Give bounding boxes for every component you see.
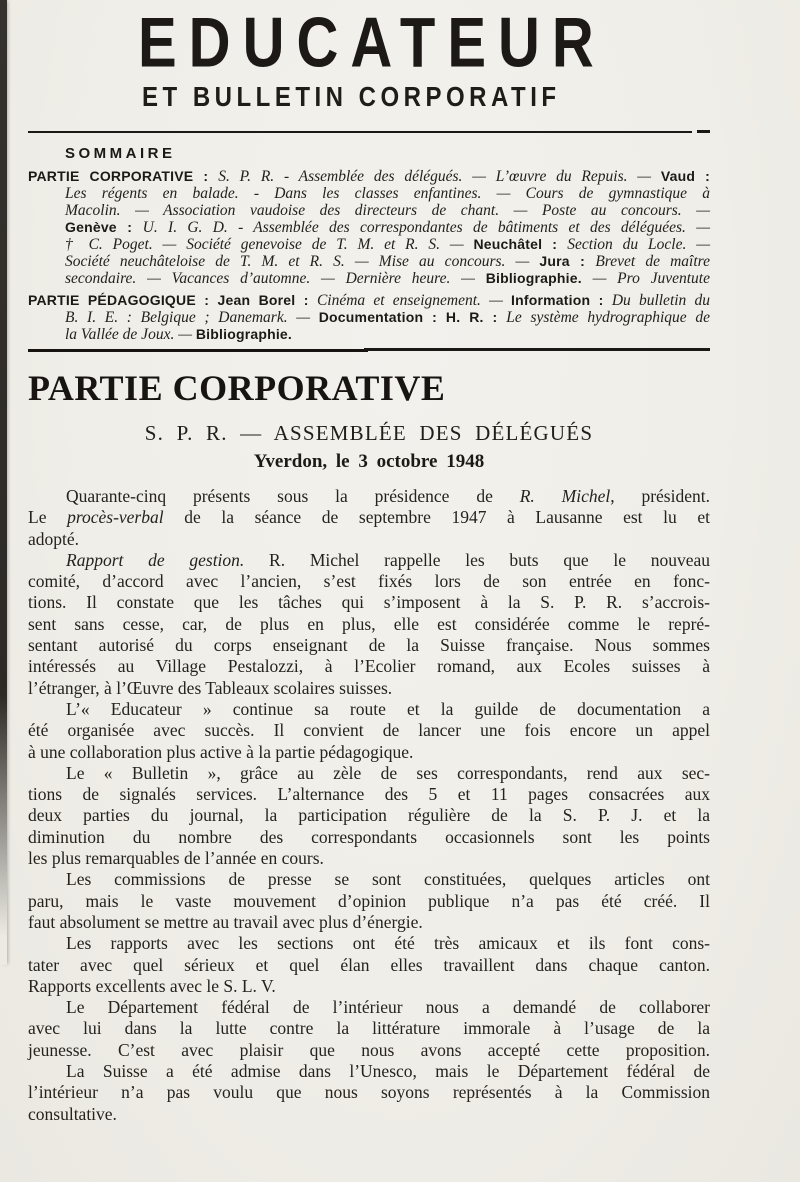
text-run: diminution du nombre des correspondants occasionnels sont les points [28,826,710,847]
text-run: Jura : [539,253,596,269]
paragraph [28,699,710,763]
text-run: Du bulletin du [611,292,710,309]
text-run: L’« Educateur » continue sa route et la guilde de documentation a [66,698,710,719]
body-line [28,678,710,699]
scan-gutter-shadow [0,0,7,965]
text-run: consultative. [28,1103,117,1124]
masthead-title: EDUCATEUR [138,3,606,83]
body-line [28,763,710,784]
masthead-rule-dash [697,130,710,133]
text-run: comité, d’accord avec l’ancien, s’est fixés lors de son entrée en fonc- [28,571,710,592]
sommaire-line [65,326,710,343]
sommaire-line [65,253,710,270]
text-run: Information : [511,292,612,308]
sommaire-entries [28,168,710,343]
body-line [28,550,710,571]
text-run: secondaire. — Vacances d’automne. — Dernière heure. — [65,270,486,287]
masthead-rule-line [28,131,692,133]
article-body [28,486,710,1125]
body-line [28,614,710,635]
body-line [28,1104,710,1125]
body-line [28,656,710,677]
text-run: faut absolument se mettre au travail avec plus d’énergie. [28,911,423,932]
article-dateline: Yverdon, le 3 octobre 1948 [253,451,485,472]
text-run: Bibliographie. [485,270,582,286]
body-line [28,486,710,507]
text-run: B. I. E. : Belgique ; Danemark. — [65,309,319,326]
text-run: Les commissions de presse se sont constituées, quelques articles ont [66,869,710,890]
text-run: la Vallée de Joux. — [65,326,196,343]
sommaire-line [28,168,710,185]
paragraph [28,997,710,1061]
text-run: Rapport de gestion. [66,549,245,570]
text-run: Le Département fédéral de l’intérieur nous a demandé de collaborer [66,997,710,1018]
section-rule-right [364,348,710,351]
body-line [28,1040,710,1061]
text-run: à une collaboration plus active à la partie pédagogique. [28,741,414,762]
text-run: , président. [610,486,710,506]
text-run: Brevet de maître [595,253,710,270]
body-line [28,869,710,890]
text-run: sentant autorisé du corps enseignant de la Suisse française. Nous sommes [28,635,710,656]
text-run: deux parties du journal, la participation régulière de la S. P. J. et la [28,805,710,826]
text-run: Documentation : H. R. : [318,309,507,325]
text-run: PARTIE CORPORATIVE : [28,168,219,184]
body-line [28,1018,710,1039]
sommaire-section [28,146,710,343]
body-line [28,529,710,550]
masthead-rule [28,130,710,133]
text-run: Les rapports avec les sections ont été très amicaux et ils font cons- [66,933,710,954]
section-rule [28,348,710,352]
text-run: PARTIE PÉDAGOGIQUE : Jean Borel : [28,292,317,308]
text-run: tater avec quel sérieux et quel élan elles travaillent dans chaque canton. [28,954,710,975]
paragraph [28,1061,710,1125]
masthead [28,3,710,113]
text-run: l’étranger, à l’Œuvre des Tableaux scolaires suisses. [28,677,393,698]
text-run: Société neuchâteloise de T. M. et R. S. — Mise au concours. — [65,253,540,270]
text-run: — Pro Juventute [581,270,710,287]
text-run: été organisée avec succès. Il convient de lancer une fois encore un appel [28,720,710,741]
body-line [28,784,710,805]
text-run: procès-verbal [67,507,164,528]
text-run: Le système hydrographique de [506,309,711,326]
text-run: Neuchâtel : [473,236,568,252]
text-run: R. Michel [519,486,611,506]
sommaire-heading: SOMMAIRE [65,145,176,162]
text-run: l’intérieur n’a pas voulu que nous soyons représentés à la Commission [28,1082,710,1103]
sommaire-entry [28,168,710,287]
text-run: † C. Poget. — Société genevoise de T. M. et R. S. — [65,236,474,253]
text-run: paru, mais le vaste mouvement d’opinion publique n’a pas été créé. Il [28,890,710,911]
paragraph [28,550,710,699]
body-line [28,955,710,976]
body-line [28,1082,710,1103]
text-run: Cinéma et enseignement. — [316,292,512,309]
body-line [28,507,710,528]
text-run: La Suisse a été admise dans l’Unesco, mais le Département fédéral de [66,1061,710,1082]
body-line [28,699,710,720]
text-run: Macolin. — Association vaudoise des directeurs de chant. — Poste au concours. — [65,202,710,219]
body-line [28,827,710,848]
text-run: Les régents en balade. - Dans les classes enfantines. — Cours de gymnastique à [65,185,710,202]
sommaire-line [28,292,710,309]
text-run: Rapports excellents avec le S. L. V. [28,975,276,996]
article-subtitle: S. P. R. — ASSEMBLÉE DES DÉLÉGUÉS [144,421,594,445]
body-line [28,720,710,741]
body-line [28,592,710,613]
sommaire-line [65,202,710,219]
text-run: Le [28,507,68,528]
text-run: U. I. G. D. - Assemblée des correspondantes de bâtiments et des déléguées. — [142,219,710,236]
text-run: avec lui dans la lutte contre la littérature immorale à l’usage de la [28,1018,710,1039]
text-run: S. P. R. - Assemblée des délégués. — L’œuvre du Repuis. — [218,168,661,185]
paragraph [28,763,710,869]
body-line [28,976,710,997]
sommaire-entry [28,292,710,343]
sommaire-line [65,309,710,326]
paragraph [28,869,710,933]
text-run: adopté. [28,528,80,549]
body-line [28,1061,710,1082]
paragraph [28,933,710,997]
text-run: Section du Locle. — [567,236,710,253]
body-line [28,933,710,954]
body-line [28,571,710,592]
text-run: tions de signalés services. L’alternance des 5 et 11 pages consacrées aux [28,784,710,805]
section-title: PARTIE CORPORATIVE [28,368,446,408]
text-run: Genève : [65,219,143,235]
sommaire-line [65,185,710,202]
text-run: les plus remarquables de l’année en cours. [28,848,324,869]
text-run: Vaud : [660,168,711,184]
text-run: Le « Bulletin », grâce au zèle de ses correspondants, rend aux sec- [66,762,710,783]
text-run: jeunesse. C’est avec plaisir que nous avons accepté cette proposition. [28,1039,710,1060]
text-run: sent sans cesse, car, de plus en plus, elle est considérée comme le repré- [28,613,710,634]
text-run: R. Michel rappelle les buts que le nouveau [244,549,710,570]
text-run: tions. Il constate que les tâches qui s’imposent à la S. P. R. s’accrois- [28,592,710,613]
body-line [28,891,710,912]
body-line [28,997,710,1018]
sommaire-line [65,219,710,236]
paragraph [28,486,710,550]
section-rule-left [28,349,368,352]
body-line [28,742,710,763]
sommaire-line [65,236,710,253]
body-line [28,805,710,826]
text-run: intéressés au Village Pestalozzi, à l’Ecolier romand, aux Ecoles suisses à [28,656,710,677]
text-run: Bibliographie. [195,326,292,342]
body-line [28,912,710,933]
masthead-subtitle: ET BULLETIN CORPORATIF [142,81,561,113]
sommaire-line [65,270,710,287]
text-run: Quarante-cinq présents sous la présidence de [66,486,520,506]
body-line [28,848,710,869]
article [28,370,710,1125]
text-run: de la séance de septembre 1947 à Lausanne est lu et [163,507,710,528]
body-line [28,635,710,656]
